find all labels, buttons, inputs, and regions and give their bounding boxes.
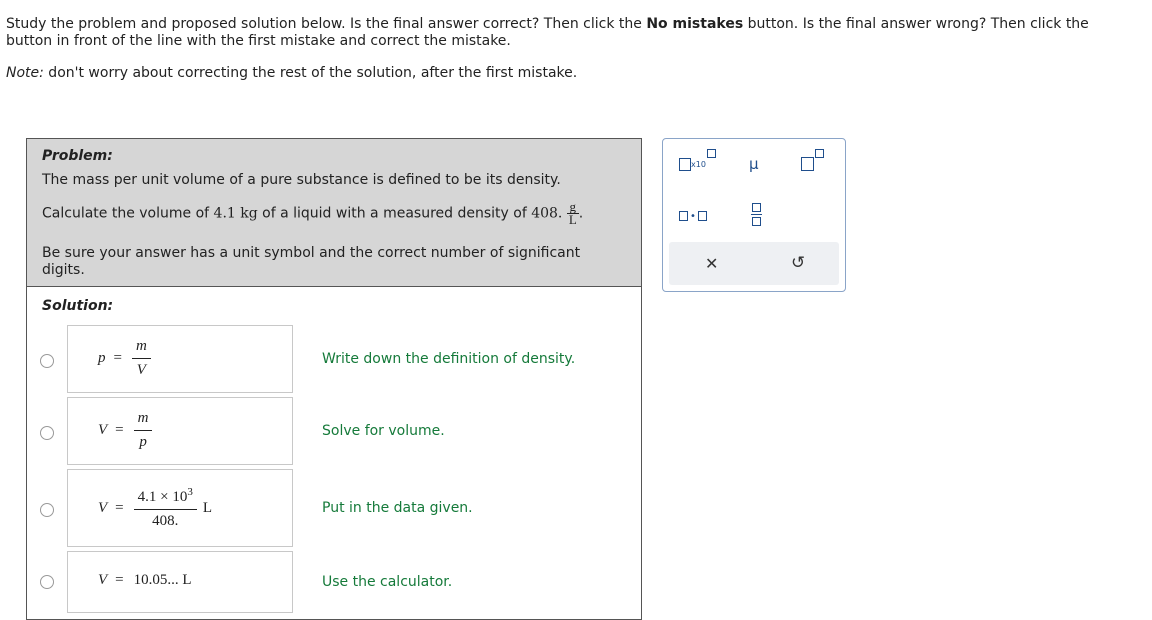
problem-line-2: Calculate the volume of 4.1 kg of a liquid with a measured density of 408. $\frac{g}{L}$ . xyxy=(42,199,584,227)
problem-heading: Problem: xyxy=(42,148,113,164)
mass-unit: kg xyxy=(240,205,258,222)
problem-panel xyxy=(26,138,642,620)
step-3-radio[interactable] xyxy=(40,503,54,517)
superscript-button[interactable] xyxy=(801,155,824,171)
note xyxy=(6,65,577,81)
problem-line-3: Be sure your answer has a unit symbol and the correct number of significant digits. xyxy=(42,245,581,278)
step-2-radio[interactable] xyxy=(40,426,54,440)
instructions xyxy=(6,16,1126,50)
step-1-radio[interactable] xyxy=(40,354,54,368)
undo-button[interactable]: ↺ xyxy=(791,253,806,273)
step-4-math[interactable]: V = 10.05... L xyxy=(67,551,293,613)
mass-value: 4.1 xyxy=(213,205,236,222)
math-toolbox xyxy=(662,138,846,292)
fraction-button[interactable] xyxy=(751,203,762,226)
scientific-notation-button[interactable]: x10 xyxy=(679,155,716,171)
note-label: Note: xyxy=(6,65,44,81)
problem-section xyxy=(27,139,641,287)
step-2-hint: Solve for volume. xyxy=(322,423,445,439)
density-unit: $\frac{g}{L}$ xyxy=(568,199,577,227)
step-4-radio[interactable] xyxy=(40,575,54,589)
note-text: don't worry about correcting the rest of the solution, after the first mistake. xyxy=(43,65,578,81)
no-mistakes-reference: No mistakes xyxy=(646,16,744,32)
step-3-hint: Put in the data given. xyxy=(322,500,473,516)
instructions-text-2: button. Is the final answer wrong? Then click the button in front of the line with the first mistake and correct the mistake. xyxy=(6,16,1089,49)
micro-symbol-button[interactable]: μ xyxy=(749,155,759,173)
toolbox-actions xyxy=(669,242,839,285)
multiply-dot-button[interactable]: • xyxy=(679,209,707,225)
step-1-math[interactable]: p = $\frac{m}{V}$ xyxy=(67,325,293,393)
density-value: 408. xyxy=(531,205,563,222)
step-4-hint: Use the calculator. xyxy=(322,574,453,590)
solution-heading: Solution: xyxy=(42,298,114,314)
clear-button[interactable]: ✕ xyxy=(705,254,719,273)
problem-line-1: The mass per unit volume of a pure substance is defined to be its density. xyxy=(42,172,561,188)
step-2-math[interactable]: V = $\frac{m}{p}$ xyxy=(67,397,293,465)
instructions-text: Study the problem and proposed solution below. Is the final answer correct? Then click the xyxy=(6,16,647,32)
step-3-math[interactable]: V = $\frac{4.1 \times 10^3}{408.}$ L xyxy=(67,469,293,547)
step-1-hint: Write down the definition of density. xyxy=(322,351,576,367)
